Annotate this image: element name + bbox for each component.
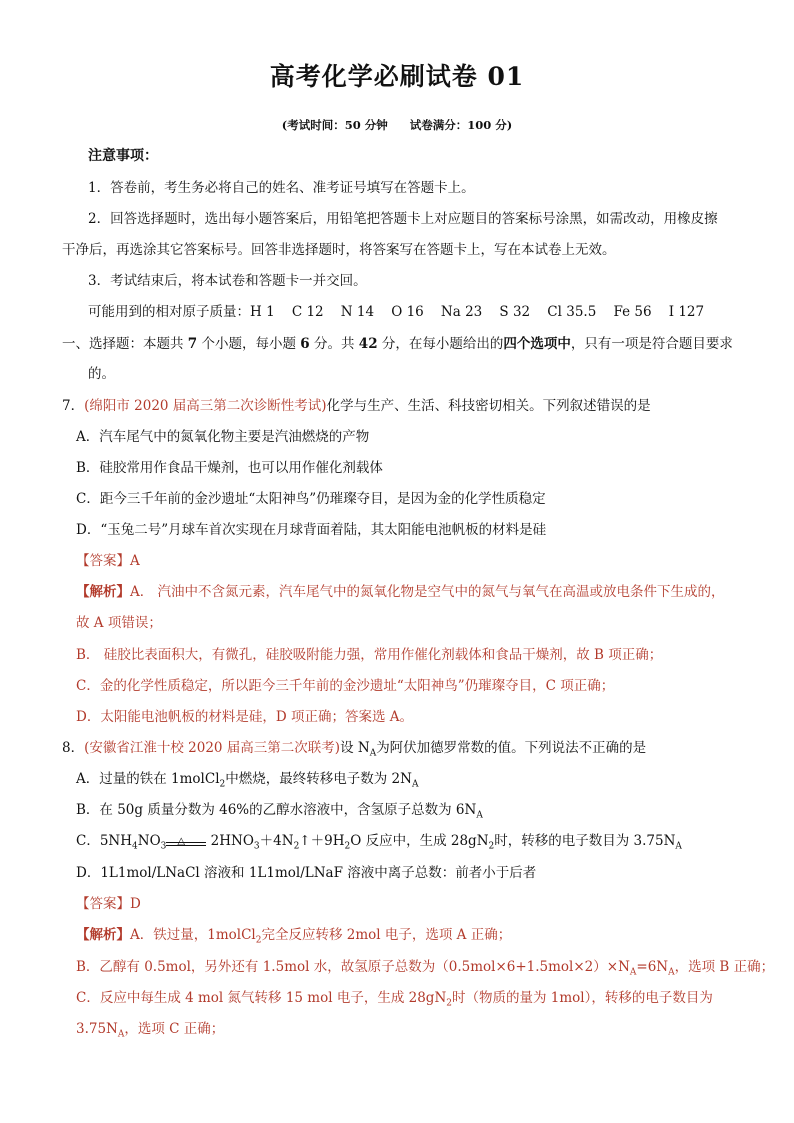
q7-explanation-a	[76, 582, 725, 602]
equation-bar	[166, 845, 206, 846]
explanation-text: ，选项 B 正确；	[674, 959, 775, 975]
explanation-text: C．反应中每生成 4 mol 氮气转移 15 mol 电子，生成 28gN	[76, 990, 447, 1006]
notes-item-3: 3．考试结束后，将本试卷和答题卡一并交回。	[88, 273, 367, 289]
atomic-masses-label: 可能用到的相对原子质量：	[88, 304, 250, 320]
q8-option-d: D．1L1mol/LNaCl 溶液和 1L1mol/LNaF 溶液中离子总数：前者小于后者	[76, 865, 537, 881]
explanation-text: 时（物质的量为 1mol），转移的电子数目为	[452, 990, 713, 1006]
q7-option-a: A．汽车尾气中的氮氧化物主要是汽油燃烧的产物	[76, 429, 370, 445]
option-text: B．在 50g 质量分数为 46%的乙醇水溶液中，含氢原子总数为 6N	[76, 802, 477, 818]
explanation-text: A． 汽油中不含氮元素，汽车尾气中的氮氧化物是空气中的氮气与氧气在高温或放电条件下生成的，	[130, 584, 725, 600]
exam-score: 试卷满分：100 分)	[409, 118, 513, 132]
notes-item-1: 1．答卷前，考生务必将自己的姓名、准考证号填写在答题卡上。	[88, 180, 475, 196]
q7-explanation-b: B． 硅胶比表面积大，有微孔，硅胶吸附能力强，常用作催化剂载体和食品干燥剂，故 B 项正确；	[76, 647, 663, 663]
explanation-text: A．铁过量，1molCl	[130, 927, 256, 943]
equation-bar	[166, 842, 206, 843]
q8-option-a	[76, 769, 418, 789]
subscript: A	[117, 1029, 125, 1040]
option-text: ＋4N	[259, 833, 294, 849]
q8-explanation-c	[76, 988, 713, 1008]
q7-option-b: B．硅胶常用作食品干燥剂，也可以用作催化剂载体	[76, 460, 383, 476]
subscript: A	[411, 779, 419, 790]
q8-explanation-a	[76, 925, 511, 945]
heat-symbol: △	[177, 835, 186, 847]
explanation-text: B．乙醇有 0.5mol，另外还有 1.5mol 水，故氢原子总数为（0.5mol×6+1.5mol×2）×N	[76, 959, 630, 975]
option-text: A．过量的铁在 1molCl	[76, 771, 220, 787]
q7-option-c: C．距今三千年前的金沙遗址“太阳神鸟”仍璀璨夺目，是因为金的化学性质稳定	[76, 491, 546, 507]
heat-arrow	[166, 835, 206, 849]
subscript: A	[668, 967, 675, 978]
option-text: 2HNO	[206, 833, 254, 849]
explanation-text: 3.75N	[76, 1021, 118, 1037]
explanation-label: 【解析】	[76, 927, 130, 943]
subscript: 2	[293, 841, 300, 852]
option-text: 中燃烧，最终转移电子数为 2N	[225, 771, 412, 787]
section-points: 6	[300, 336, 310, 352]
exam-time: (考试时间：50 分钟	[281, 118, 388, 132]
q7-answer: 【答案】A	[76, 553, 140, 569]
section-text: 分，在每小题给出的	[377, 336, 504, 352]
section-1-intro	[62, 334, 733, 354]
subscript: 3	[253, 841, 260, 852]
explanation-text: ，选项 C 正确；	[124, 1021, 225, 1037]
q8-answer: 【答案】D	[76, 896, 141, 912]
subscript: A	[369, 748, 377, 759]
question-7	[62, 396, 651, 416]
section-text: 一、选择题：本题共	[62, 336, 188, 352]
option-text: NO	[137, 833, 161, 849]
question-source: (绵阳市 2020 届高三第二次诊断性考试)	[84, 398, 327, 414]
subscript: 2	[488, 841, 495, 852]
page-title: 高考化学必刷试卷 01	[269, 62, 525, 91]
q7-option-d: D．“玉兔二号”月球车首次实现在月球背面着陆，其太阳能电池帆板的材料是硅	[76, 522, 547, 538]
q7-explanation-d: D．太阳能电池帆板的材料是硅，D 项正确；答案选 A。	[76, 709, 413, 725]
section-text: ，只有一项是符合题目要求	[570, 336, 733, 352]
section-emphasis: 四个选项中	[503, 336, 571, 352]
question-number: 7．	[62, 398, 85, 414]
atomic-masses	[88, 302, 704, 322]
section-1-intro-cont: 的。	[88, 366, 115, 382]
subscript: A	[476, 810, 483, 821]
exam-info	[0, 116, 794, 134]
subscript: 2	[219, 779, 226, 790]
q8-option-c	[76, 831, 682, 851]
explanation-text: =6N	[636, 959, 669, 975]
option-text: ↑＋9H	[299, 833, 345, 849]
subscript: 2	[255, 935, 262, 946]
section-text: 个小题，每小题	[197, 336, 301, 352]
notes-item-2-line1: 2．回答选择题时，选出每小题答案后，用铅笔把答题卡上对应题目的答案标号涂黑，如需改动，用橡皮擦	[88, 211, 718, 227]
subscript: 3	[160, 841, 167, 852]
subscript: 2	[344, 841, 351, 852]
subscript: A	[629, 967, 637, 978]
q8-explanation-c-cont	[76, 1019, 224, 1039]
q7-explanation-a-cont: 故 A 项错误；	[76, 615, 162, 631]
notes-heading: 注意事项：	[88, 148, 158, 164]
q7-explanation-c: C．金的化学性质稳定，所以距今三千年前的金沙遗址“太阳神鸟”仍璀璨夺目，C 项正确；	[76, 678, 615, 694]
subscript: 2	[446, 998, 452, 1009]
explanation-text: 完全反应转移 2mol 电子，选项 A 正确；	[261, 927, 512, 943]
explanation-label: 【解析】	[76, 584, 130, 600]
section-text: 分。共	[309, 336, 359, 352]
subscript: 4	[132, 841, 138, 852]
option-text: C．5NH	[76, 833, 133, 849]
atomic-masses-values: H 1 C 12 N 14 O 16 Na 23 S 32 Cl 35.5 Fe 56 I 127	[250, 304, 705, 320]
q8-option-b	[76, 800, 483, 820]
option-text: 时，转移的电子数目为 3.75N	[494, 833, 676, 849]
question-source: (安徽省江淮十校 2020 届高三第二次联考)	[84, 740, 341, 756]
q8-explanation-b	[76, 957, 774, 977]
option-text: O 反应中，生成 28gN	[350, 833, 489, 849]
section-count: 7	[187, 336, 198, 352]
section-total: 42	[358, 336, 378, 352]
notes-item-2-line2: 干净后，再选涂其它答案标号。回答非选择题时，将答案写在答题卡上，写在本试卷上无效。	[62, 242, 616, 258]
question-number: 8．	[62, 740, 85, 756]
question-stem: 设 N	[340, 740, 370, 756]
subscript: A	[675, 841, 682, 852]
question-8	[62, 738, 646, 758]
question-stem: 化学与生产、生活、科技密切相关。下列叙述错误的是	[326, 398, 651, 414]
question-stem: 为阿伏加德罗常数的值。下列说法不正确的是	[376, 740, 647, 756]
